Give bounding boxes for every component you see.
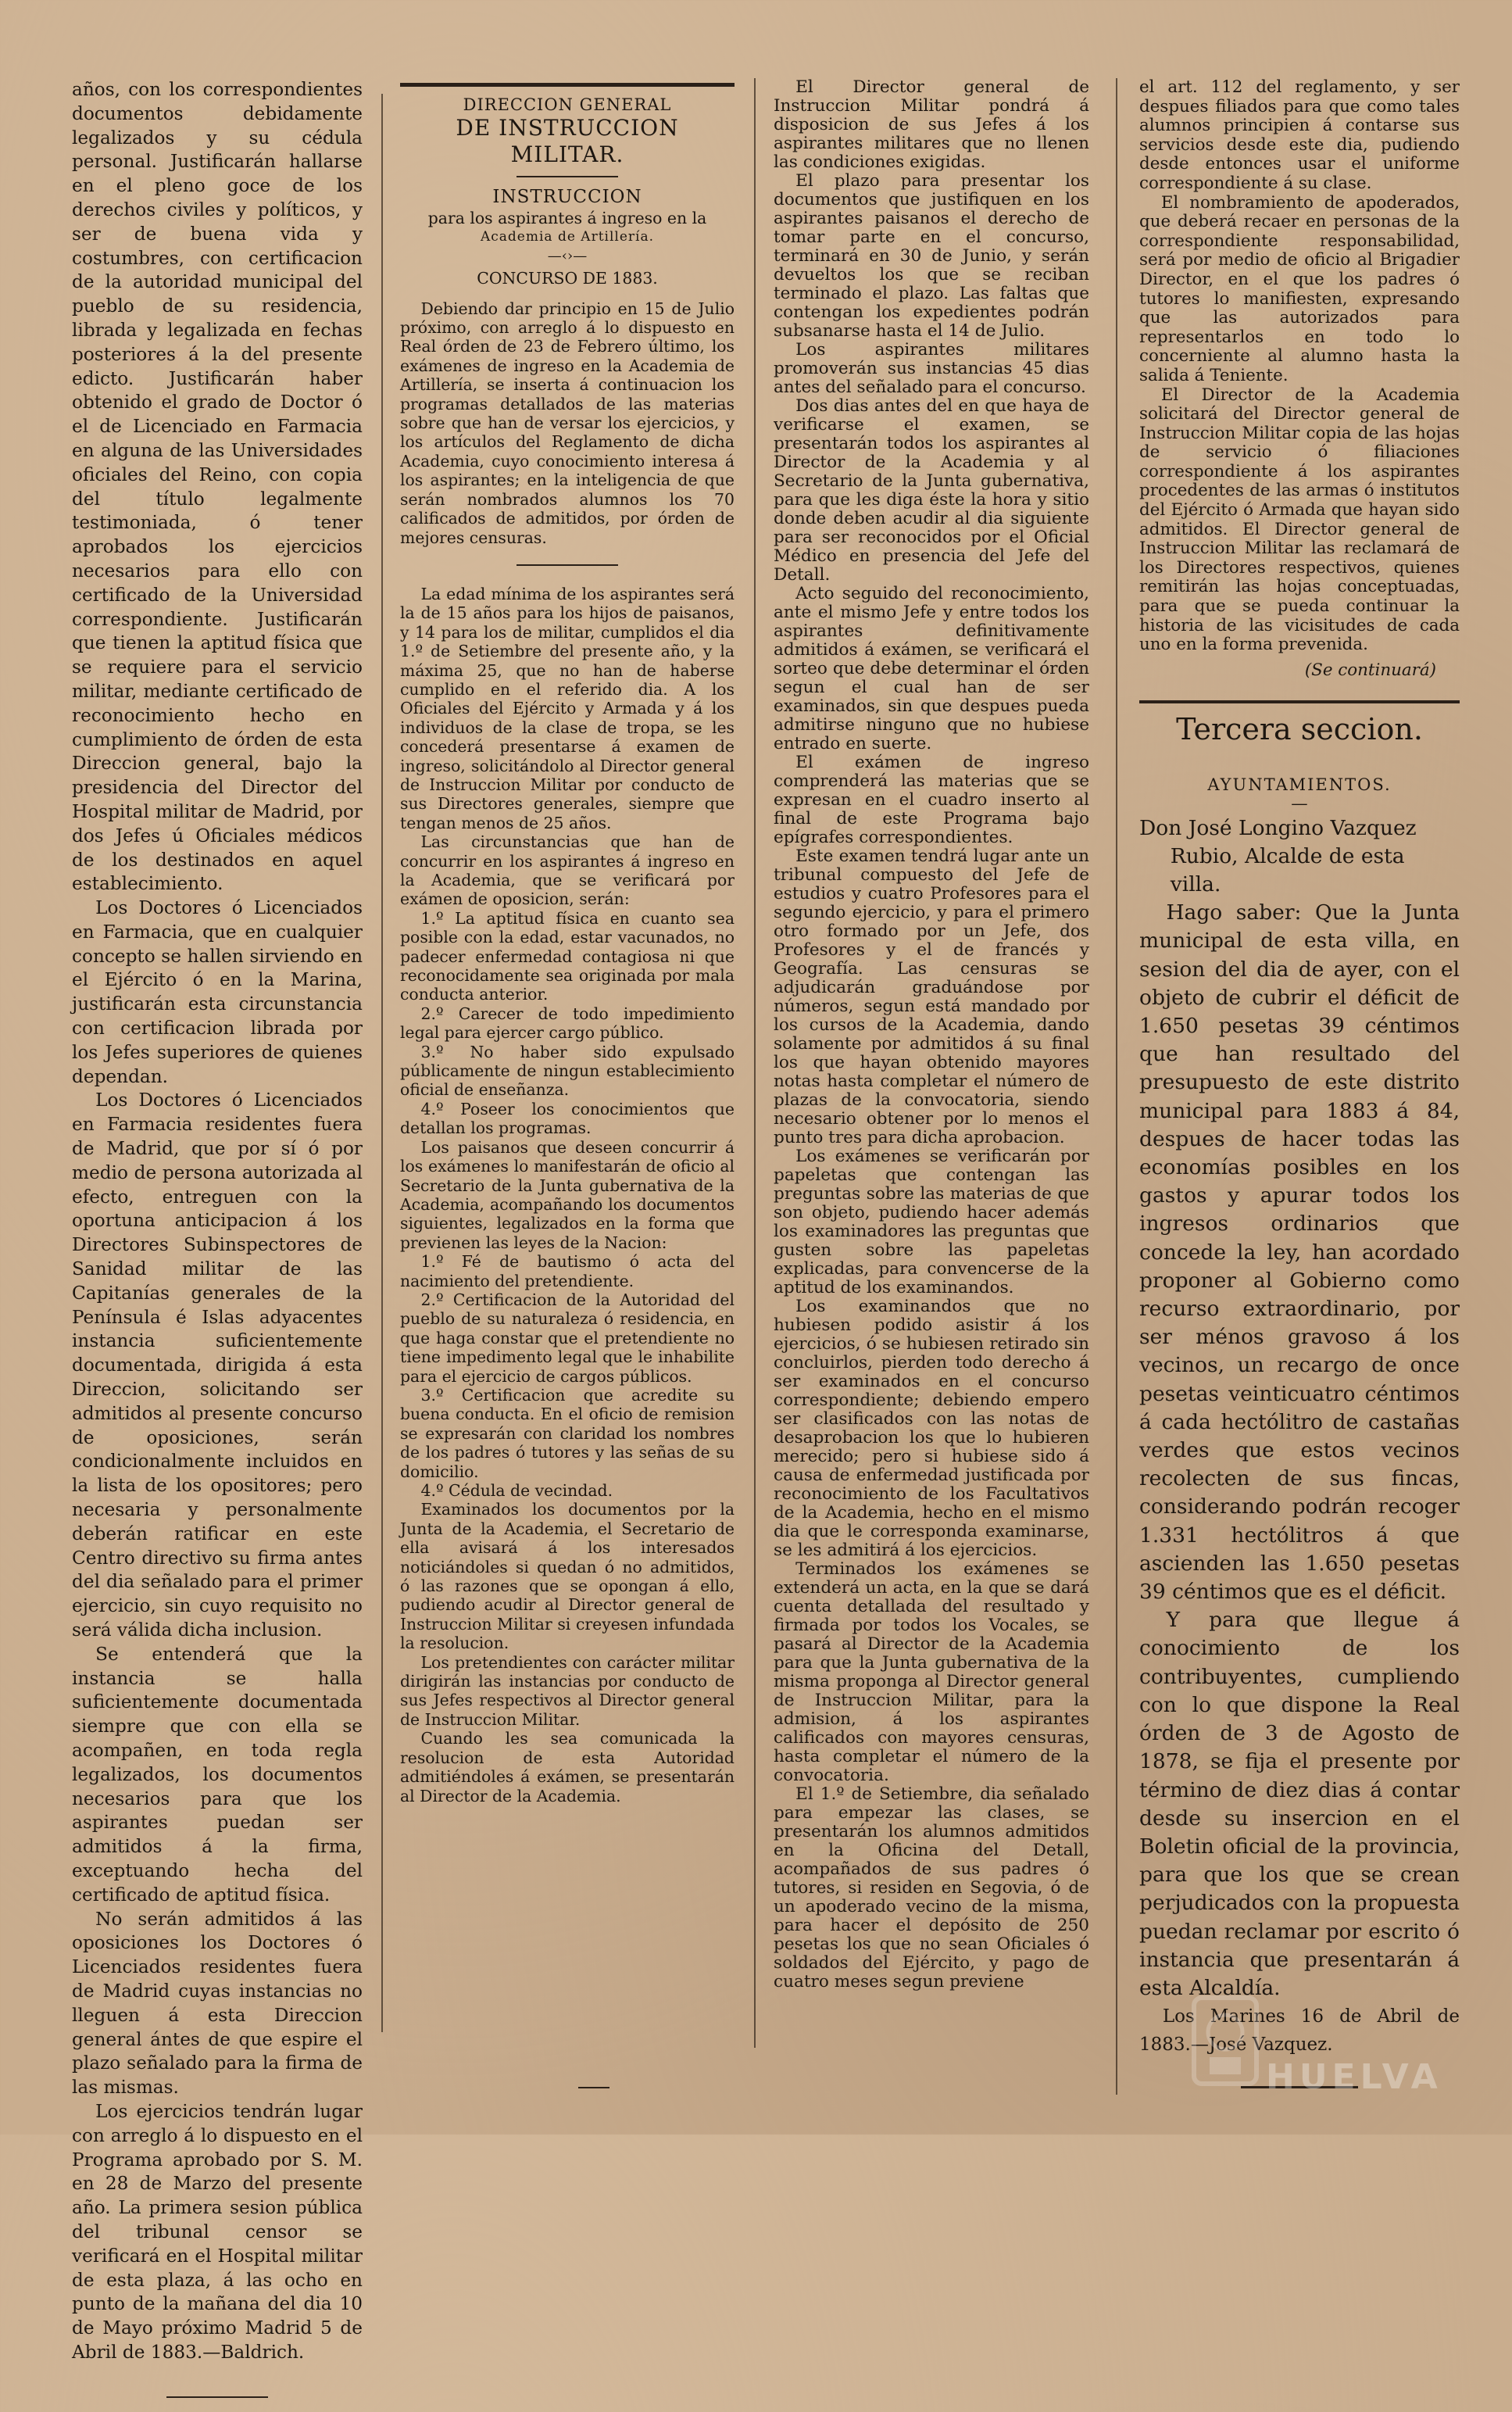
column-2: [400, 78, 735, 1805]
section-title: INSTRUCCION: [492, 187, 642, 207]
paragraph: El 1.º de Setiembre, dia señalado para empezar las clases, se presentarán los alumnos admitidos en la Oficina del Detall, acompañados de sus padres ó tutores, si residen en Segovia, ó de un apoderado vecino de la misma, para hacer el depósito de 250 pesetas los que no sean Oficiales ó soldados del Ejército, y pago de cuatro meses segun previene: [774, 1784, 1089, 1992]
paragraph: Los paisanos que deseen concurrir á los exámenes lo manifestarán de oficio al Secretario de la Junta gubernativa de la Academia, acompañando los documentos siguientes, legalizados en la forma que previenen las leyes de la Nacion:: [400, 1137, 735, 1252]
paragraph: Este examen tendrá lugar ante un tribunal compuesto del Jefe de estudios y cuatro Profesores para el segundo ejercicio, y para el primero otro formado por un Jefe, dos Profesores y el de francés y Geografía. Las censuras se adjudicarán graduándose por números, segun está mandado por los cursos de la Academia, dando solamente por admitidos á su final los que hayan obtenido mayores notas hasta completar el número de plazas de la convocatoria, siendo necesario obtener por lo menos el punto tres para dicha aprobacion.: [774, 846, 1089, 1147]
paragraph: Los ejercicios tendrán lugar con arreglo á lo dispuesto en el Programa aprobado por S. M. en 28 de Marzo del presente año. La primera sesion pública del tribunal censor se verificará en el Hospital militar de esta plaza, á las ocho en punto de la mañana del dia 10 de Mayo próximo Madrid 5 de Abril de 1883.—Baldrich.: [72, 2100, 363, 2363]
academy-name: Academia de Artillería.: [480, 229, 655, 245]
paragraph: Examinados los documentos por la Junta de la Academia, el Secretario de ella avisará á los interesados noticiándoles si quedan ó no admitidos, ó las razones que se opongan á ello, pudiendo acudir al Director general de Instruccion Militar si creyesen infundada la resolucion.: [400, 1500, 735, 1653]
paragraph: La edad mínima de los aspirantes será la de 15 años para los hijos de paisanos, y 14 para los de militar, cumplidos el dia 1.º de Setiembre del presente año, y la máxima 25, que no han de haberse cumplido en el referido dia. A los Oficiales del Ejército y Armada y á los individuos de la clase de tropa, se les concederá presentarse á examen de ingreso, solicitándolo al Director general de Instruccion Militar por conducto de sus Directores generales, siempre que tengan menos de 25 años.: [400, 584, 735, 832]
section-title-tercera: Tercera seccion.: [1176, 712, 1423, 747]
edict-paragraph: Y para que llegue á conocimiento de los contribuyentes, cumpliendo con lo que dispone la Real órden de 3 de Agosto de 1878, se fija el presente por término de diez dias á contar desde su insercion en el Boletin oficial de la provincia, para que los que se crean perjudicados con la propuesta puedan reclamar por escrito ó instancia que presentarán á esta Alcaldía.: [1139, 1608, 1460, 2000]
ornament: —‹›—: [547, 247, 588, 264]
paragraph: Las circunstancias que han de concurrir en los aspirantes á ingreso en la Academia, que se verificará por exámen de oposicion, serán:: [400, 832, 735, 909]
concurso-title: CONCURSO DE 1883.: [477, 269, 658, 288]
heading-dash: —: [1291, 794, 1308, 814]
header-rule: [400, 83, 735, 87]
paragraph: años, con los correspondientes documentos debidamente legalizados y su cédula personal. Justificarán hallarse en el pleno goce de los derechos civiles y políticos, y ser de buena vida y costumbres, con certificacion de la autoridad municipal del pueblo de su residencia, librada y legalizada en fechas posteriores á la del presente edicto. Justificarán haber obtenido el grado de Doctor ó el de Licenciado en Farmacia en alguna de las Universidades oficiales del Reino, con copia del título legalmente testimoniada, ó tener aprobados los ejercicios necesarios para ello con certificado de la Universidad correspondiente. Justificarán que tienen la aptitud física que se requiere para el servicio militar, mediante certificado de reconocimiento hecho en cumplimiento de órden de esta Direccion general, bajo la presidencia del Director del Hospital militar de Madrid, por dos Jefes ú Oficiales médicos de los destinados en aquel establecimiento.: [72, 79, 363, 895]
paragraph: Debiendo dar principio en 15 de Julio próximo, con arreglo á lo dispuesto en Real órden de 23 de Febrero último, los exámenes de ingreso en la Academia de Artillería, se inserta á continuacion los programas detallados de las materias sobre que han de versar los ejercicios, y los artículos del Reglamento de dicha Academia, cuyo conocimiento interesa á los aspirantes; en la inteligencia de que serán nombrados alumnos los 70 calificados de admitidos, por órden de mejores censuras.: [400, 299, 735, 547]
column-1: [72, 78, 363, 2412]
column-rule-1: [381, 94, 383, 2032]
paragraph: El plazo para presentar los documentos que justifiquen en los aspirantes paisanos el derecho de tomar parte en el concurso, terminará en 30 de Junio, y serán devueltos los que se reciban terminado el plazo. Las faltas que contengan los expedientes podrán subsanarse hasta el 14 de Julio.: [774, 171, 1089, 341]
paragraph: Los aspirantes militares promoverán sus instancias 45 dias antes del señalado para el concurso.: [774, 340, 1089, 397]
paragraph: Los examinandos que no hubiesen podido asistir á los ejercicios, ó se hubiesen retirado sin concluirlos, pierden todo derecho á ser examinados en el concurso correspondiente; debiendo empero ser clasificados con las notas de desaprobacion los que lo hubieren merecido; pero si hubiese sido á causa de enfermedad justificada por reconocimiento de los Facultativos de la Academia, hecho en el mismo dia que le corresponda examinarse, se les admitirá á los ejercicios.: [774, 1297, 1089, 1560]
paragraph: El Director general de Instruccion Militar pondrá á disposicion de sus Jefes á los aspirantes militares que no llenen las condiciones exigidas.: [774, 77, 1089, 172]
list-item: 3.º No haber sido expulsado públicamente de ningun establecimiento oficial de enseñanza.: [400, 1042, 735, 1100]
continuara-note: (Se continuará): [1304, 660, 1436, 680]
paragraph: El Director de la Academia solicitará del Director general de Instruccion Militar copia de las hojas de servicio ó filiaciones correspondiente á los aspirantes procedentes de las armas ó institutos del Ejército ó Armada que hayan sido admitidos. El Director general de Instruccion Militar las reclamará de los Directores respectivos, quienes remitirán las hojas conceptuadas, para que se pueda continuar la historia de las vicisitudes de cada uno en la forma prevenida.: [1139, 385, 1460, 655]
paragraph: Dos dias antes del en que haya de verificarse el examen, se presentarán todos los aspirantes al Director de la Academia y al Secretario de la Junta gubernativa, para que les diga éste la hora y sitio donde deben acudir al dia siguiente para ser reconocidos por el Oficial Médico en presencia del Jefe del Detall.: [774, 396, 1089, 585]
paragraph: Se entenderá que la instancia se halla suficientemente documentada siempre que con ella se acompañen, en toda regla legalizados, los documentos necesarios para que los aspirantes puedan ser admitidos á la firma, exceptuando hecha del certificado de aptitud física.: [72, 1643, 363, 1906]
watermark-text: HUELVA: [1266, 2057, 1442, 2097]
divider: [517, 564, 618, 566]
column-3: [774, 78, 1089, 1992]
header-instruccion-militar: DE INSTRUCCION MILITAR.: [456, 115, 679, 167]
list-item: 2.º Carecer de todo impedimiento legal para ejercer cargo público.: [400, 1004, 735, 1043]
paragraph: No serán admitidos á las oposiciones los Doctores ó Licenciados residentes fuera de Madrid cuyas instancias no lleguen á esta Direccion general ántes de que espire el plazo señalado para la firma de las mismas.: [72, 1908, 363, 2099]
section-rule: [1139, 700, 1460, 703]
column-4: [1139, 78, 1460, 2102]
subtitle: para los aspirantes á ingreso en la: [427, 209, 707, 227]
ayuntamientos-heading: AYUNTAMIENTOS.: [1207, 775, 1392, 795]
paragraph: Los Doctores ó Licenciados en Farmacia residentes fuera de Madrid, que por sí ó por medio de persona autorizada al efecto, entreguen con la oportuna anticipacion á los Directores Subinspectores de Sanidad militar de las Capitanías generales de la Península é Islas adyacentes instancia suficientemente documentada, dirigida á esta Direccion, solicitando ser admitidos al presente concurso de oposiciones, serán condicionalmente incluidos en la lista de los opositores; pero necesaria y personalmente deberán ratificar en este Centro directivo su firma antes del dia señalado para el primer ejercicio, sin cuyo requisito no será válida dicha inclusion.: [72, 1090, 363, 1641]
footer-dash: [578, 2087, 609, 2088]
paragraph: Los exámenes se verificarán por papeletas que contengan las preguntas sobre las materias de que son objeto, pudiendo hacer además los examinadores las preguntas que gusten sobre las papeletas explicadas, para convencerse de la aptitud de los examinandos.: [774, 1147, 1089, 1297]
paragraph: Los Doctores ó Licenciados en Farmacia, que en cualquier concepto se hallen sirviendo en el Ejército ó en la Marina, justificarán esta circunstancia con certificacion librada por los Jefes superiores de quienes dependan.: [72, 897, 363, 1087]
header-direccion: DIRECCION GENERAL: [463, 95, 672, 114]
list-item: 3.º Certificacion que acredite su buena conducta. En el oficio de remision se expresarán con claridad los nombres de los padres ó tutores y las señas de su domicilio.: [400, 1385, 735, 1481]
list-item: 1.º La aptitud física en cuanto sea posible con la edad, estar vacunados, no padecer enfermedad contagiosa ni que reconocidamente sea originada por mala conducta anterior.: [400, 908, 735, 1004]
paragraph: Acto seguido del reconocimiento, ante el mismo Jefe y entre todos los aspirantes definitivamente admitidos á exámen, se verificará el sorteo que debe determinar el órden segun el cual han de ser examinados, sin que despues pueda admitirse ninguno que no hubiese entrado en suerte.: [774, 584, 1089, 753]
signature: Los Marines 16 de Abril de 1883.—José Vazquez.: [1139, 2006, 1460, 2056]
column-rule-3: [1116, 78, 1117, 2095]
mayor-name: Don José Longino Vazquez Rubio, Alcalde de esta villa.: [1139, 815, 1417, 896]
paragraph: Cuando les sea comunicada la resolucion de esta Autoridad admitiéndoles á exámen, se presentarán al Director de la Academia.: [400, 1729, 735, 1805]
list-item: 4.º Cédula de vecindad.: [420, 1481, 613, 1500]
list-item: 2.º Certificacion de la Autoridad del pueblo de su naturaleza ó residencia, en que haga constar que el pretendiente no tiene impedimento legal que le inhabilite para el ejercicio de cargos públicos.: [400, 1290, 735, 1386]
paragraph: el art. 112 del reglamento, y ser despues filiados para que como tales alumnos principien á contarse sus servicios desde este dia, pudiendo desde entonces usar el uniforme correspondiente á su clase.: [1139, 77, 1460, 193]
column-rule-2: [754, 78, 756, 2048]
paragraph: El exámen de ingreso comprenderá las materias que se expresan en el cuadro inserto al final de este Programa bajo epígrafes correspondientes.: [774, 753, 1089, 847]
end-rule: [166, 2396, 268, 2398]
edict-paragraph: Hago saber: Que la Junta municipal de esta villa, en sesion del dia de ayer, con el objeto de cubrir el déficit de 1.650 pesetas 39 céntimos que han resultado del presupuesto de este distrito municipal para 1883 á 84, despues de hacer todas las economías posibles en los gastos y apurar todos los ingresos ordinarios que concede la ley, han acordado proponer al Gobierno como recurso extraordinario, por ser ménos gravoso á los vecinos, un recargo de once pesetas veinticuatro céntimos á cada hectólitro de castañas verdes que estos vecinos recolecten de sus fincas, considerando podrán recoger 1.331 hectólitros á que ascienden las 1.650 pesetas 39 céntimos que es el déficit.: [1139, 900, 1460, 1605]
paragraph: Terminados los exámenes se extenderá un acta, en la que se dará cuenta detallada del resultado y firmada por todos los Vocales, se pasará al Director de la Academia para que la Junta gubernativa de la misma proponga al Director general de Instruccion Militar, para la admision, á los aspirantes calificados con mayores censuras, hasta completar el número de la convocatoria.: [774, 1559, 1089, 1785]
header-divider: [517, 176, 618, 177]
paragraph: El nombramiento de apoderados, que deberá recaer en personas de la correspondiente responsabilidad, será por medio de oficio al Brigadier Director, en el que los padres ó tutores lo manifiesten, expresando que las autorizados para representarlos en todo lo concerniente al alumno hasta la salida á Teniente.: [1139, 192, 1460, 385]
paragraph: Los pretendientes con carácter militar dirigirán las instancias por conducto de sus Jefes respectivos al Director general de Instruccion Militar.: [400, 1652, 735, 1729]
list-item: 1.º Fé de bautismo ó acta del nacimiento del pretendiente.: [400, 1252, 735, 1290]
edict-block: [1139, 814, 1460, 2060]
list-item: 4.º Poseer los conocimientos que detallan los programas.: [400, 1099, 735, 1138]
